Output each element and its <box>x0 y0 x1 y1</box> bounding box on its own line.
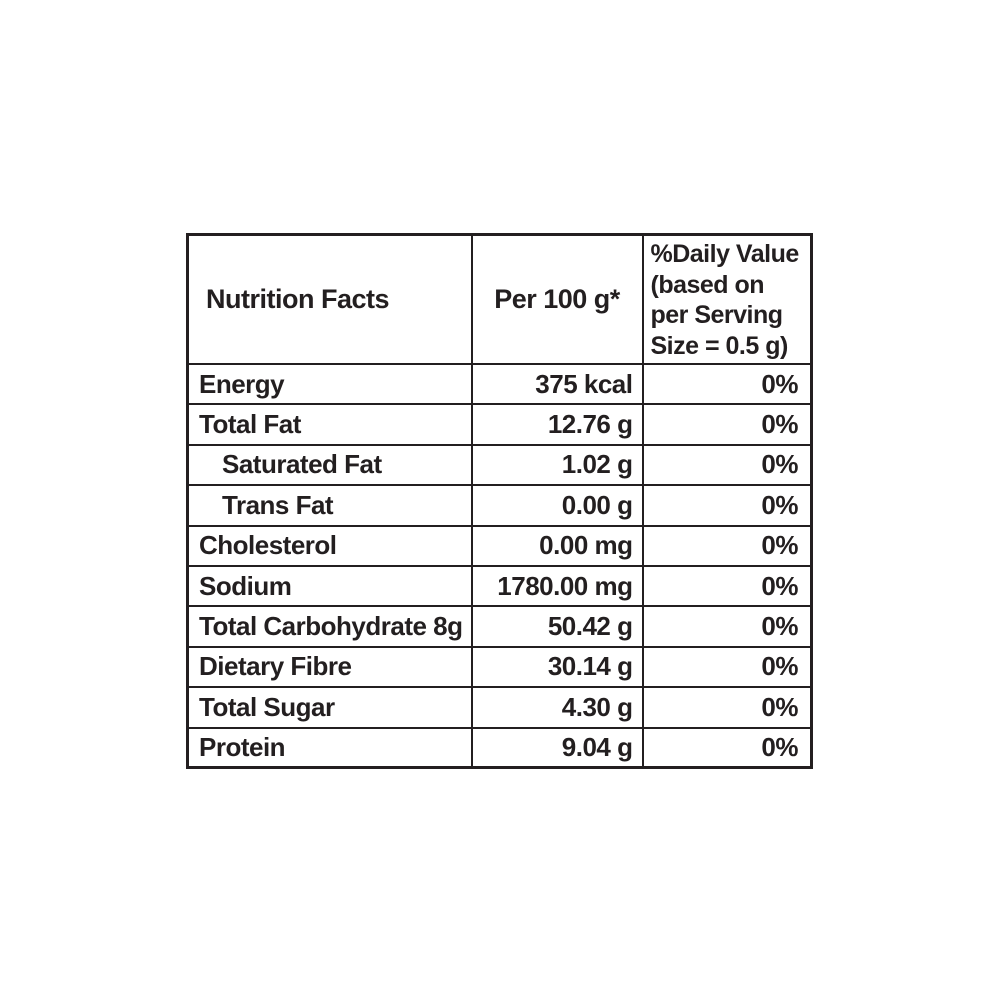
nutrient-label: Dietary Fibre <box>188 647 472 687</box>
nutrient-label: Energy <box>188 364 472 404</box>
nutrient-amount: 9.04 g <box>472 728 643 768</box>
table-row-sodium <box>188 566 812 606</box>
nutrient-amount: 50.42 g <box>472 606 643 646</box>
table-row-dietary-fibre <box>188 647 812 687</box>
table-row-trans-fat <box>188 485 812 525</box>
nutrient-amount: 12.76 g <box>472 404 643 444</box>
nutrient-label: Sodium <box>188 566 472 606</box>
daily-value-line-1: %Daily Value <box>650 240 799 268</box>
table-row-cholesterol <box>188 526 812 566</box>
header-per-100g: Per 100 g* <box>472 235 643 365</box>
nutrient-daily-value: 0% <box>643 364 812 404</box>
nutrient-label: Total Fat <box>188 404 472 444</box>
nutrient-daily-value: 0% <box>643 566 812 606</box>
nutrient-daily-value: 0% <box>643 687 812 727</box>
nutrient-amount: 1780.00 mg <box>472 566 643 606</box>
nutrient-label: Protein <box>188 728 472 768</box>
table-row-total-carbohydrate <box>188 606 812 646</box>
table-row-saturated-fat <box>188 445 812 485</box>
table-row-protein <box>188 728 812 768</box>
header-row <box>188 235 812 365</box>
nutrient-label: Trans Fat <box>188 485 472 525</box>
nutrient-label: Total Sugar <box>188 687 472 727</box>
table-row-total-fat <box>188 404 812 444</box>
nutrient-amount: 30.14 g <box>472 647 643 687</box>
nutrient-daily-value: 0% <box>643 485 812 525</box>
nutrient-amount: 375 kcal <box>472 364 643 404</box>
nutrient-label: Cholesterol <box>188 526 472 566</box>
nutrient-label: Total Carbohydrate 8g <box>188 606 472 646</box>
nutrient-amount: 0.00 mg <box>472 526 643 566</box>
nutrient-daily-value: 0% <box>643 647 812 687</box>
nutrient-daily-value: 0% <box>643 526 812 566</box>
table-row-total-sugar <box>188 687 812 727</box>
nutrient-label: Saturated Fat <box>188 445 472 485</box>
nutrient-daily-value: 0% <box>643 404 812 444</box>
nutrient-amount: 4.30 g <box>472 687 643 727</box>
header-nutrition-facts: Nutrition Facts <box>188 235 472 365</box>
nutrient-daily-value: 0% <box>643 728 812 768</box>
table-row-energy <box>188 364 812 404</box>
nutrient-daily-value: 0% <box>643 445 812 485</box>
daily-value-line-4: Size = 0.5 g) <box>650 331 788 360</box>
nutrition-facts-table <box>186 233 813 769</box>
header-daily-value <box>643 235 812 365</box>
nutrient-amount: 1.02 g <box>472 445 643 485</box>
daily-value-line-2: (based on <box>650 270 765 299</box>
nutrient-amount: 0.00 g <box>472 485 643 525</box>
nutrient-daily-value: 0% <box>643 606 812 646</box>
daily-value-line-3: per Serving <box>650 301 783 329</box>
